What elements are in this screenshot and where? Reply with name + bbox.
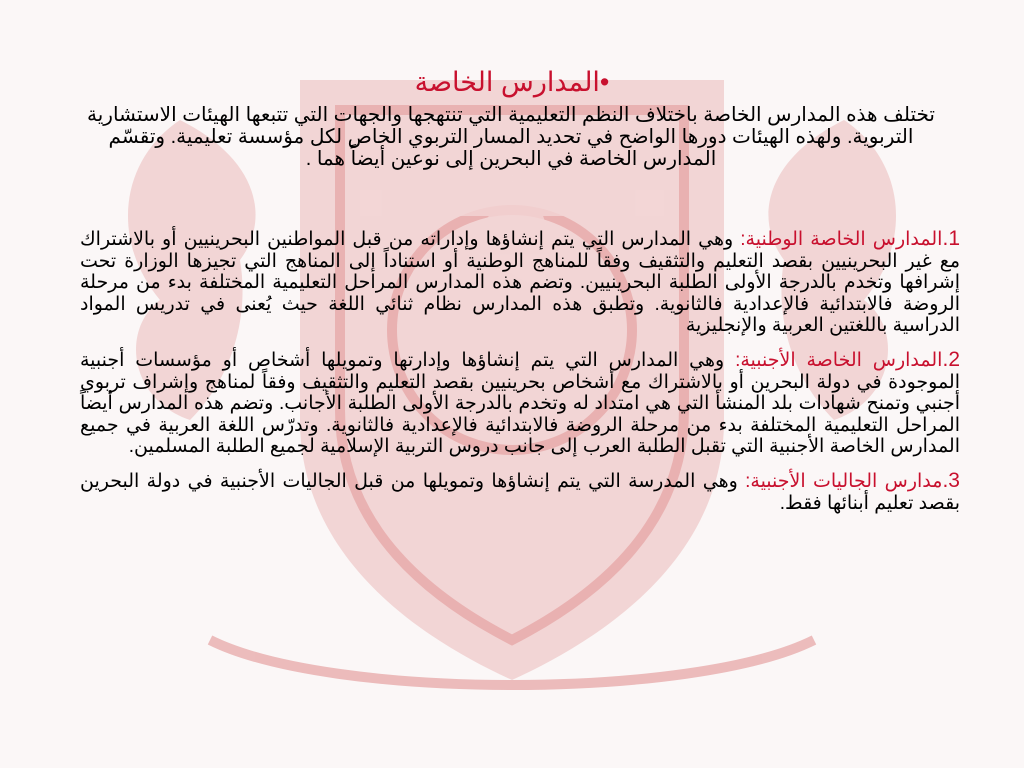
item-number: 3.	[942, 468, 960, 492]
list-item	[80, 228, 960, 337]
slide-title: •المدارس الخاصة	[414, 67, 610, 97]
intro-paragraph: تختلف هذه المدارس الخاصة باختلاف النظم التعليمية التي تنتهجها والجهات التي تتبعها الهيئات الاستشارية التربوية. ولهذه الهيئات دورها الواضح في تحديد المسار التربوي الخاص لكل مؤسسة تعليمية. وتقسّم المدارس الخاصة في البحرين إلى نوعين أيضاً هما .	[87, 104, 935, 170]
item-body: وهي المدرسة التي يتم إنشاؤها وتمويلها من قبل الجاليات الأجنبية في دولة البحرين بقصد تعليم أبنائها فقط.	[80, 470, 960, 514]
item-heading: مدارس الجاليات الأجنبية:	[745, 470, 943, 492]
item-heading: المدارس الخاصة الوطنية:	[740, 229, 943, 250]
item-number: 2.	[942, 347, 960, 371]
item-body: وهي المدارس التي يتم إنشاؤها وإدارتها وتمويلها أشخاص أو مؤسسات أجنبية الموجودة في دولة البحرين أو بالاشتراك مع أشخاص بحرينيين بقصد التعليم والتثقيف وفقاً لمناهج وإشراف تربوي أجنبي وتمنح شهادات بلد المنشأ التي هي امتداد له وتخدم بالدرجة الأولى الطلبة الأجانب. وتضم هذه المدارس أيضاً المراحل التعليمية المختلفة بدء من مرحلة الروضة فالابتدائية فالإعدادية فالثانوية. وتدرّس اللغة العربية في جميع المدارس الخاصة الأجنبية التي تقبل الطلبة العرب إلى جانب دروس التربية الإسلامية لجميع الطلبة المسلمين.	[80, 349, 960, 458]
school-types-list	[80, 228, 960, 526]
item-body: وهي المدارس التي يتم إنشاؤها وإداراته من قبل المواطنين البحرينيين أو بالاشتراك مع غير البحرينيين بقصد التعليم والتثقيف وفقاً للمناهج الوطنية أو استناداً إلى المناهج التي تجيزها الوزارة تحت إشرافها وتخدم بالدرجة الأولى الطلبة البحرينيين. وتضم هذه المدارس المراحل التعليمية المختلفة بدء من مرحلة الروضة فالابتدائية فالإعدادية فالثانوية. وتطبق هذه المدارس نظام ثنائي اللغة حيث يُعنى في تدريس المواد الدراسية باللغتين العربية والإنجليزية	[80, 229, 960, 337]
item-heading: المدارس الخاصة الأجنبية:	[735, 349, 943, 371]
list-item	[80, 349, 960, 458]
item-number: 1.	[942, 227, 960, 250]
list-item	[80, 470, 960, 514]
